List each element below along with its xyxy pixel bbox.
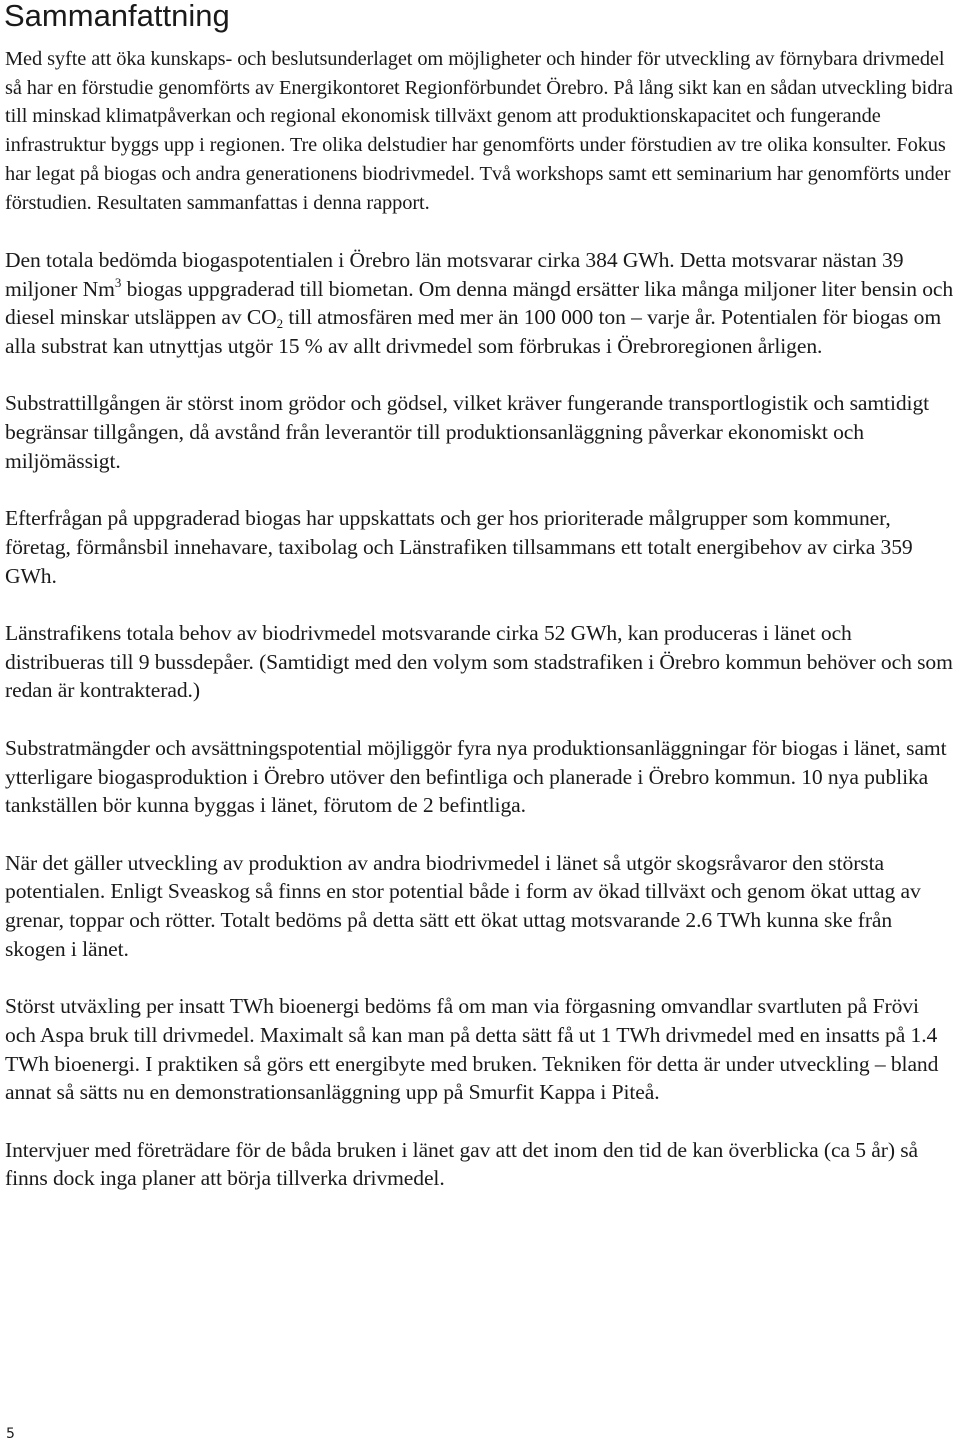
paragraph-forest-resources: När det gäller utveckling av produktion av andra biodrivmedel i länet så utgör skogsråvaror den största potentialen. Enligt Sveaskog så finns en stor potential både i form av ökad tillväxt och genom ökat uttag av grenar, toppar och rötter. Totalt bedöms på detta sätt ett ökat uttag motsvarande 2.6 TWh kunna ske från skogen i länet. <box>5 850 921 961</box>
paragraph-biogas-potential-part-b: biogas uppgraderad till biometan. Om denna mängd ersätter lika många miljoner liter bensin och diesel minskar utsläppen av CO <box>5 276 954 330</box>
paragraph-interviews: Intervjuer med företrädare för de båda bruken i länet gav att det inom den tid de kan överblicka (ca 5 år) så finns dock inga planer att börja tillverka drivmedel. <box>5 1137 919 1191</box>
paragraph-biogas-potential <box>5 246 955 361</box>
paragraph-substrate: Substrattillgången är störst inom grödor och gödsel, vilket kräver fungerande transportlogistik och samtidigt begränsar tillgången, då avstånd från leverantör till produktionsanläggning påverkar ekonomiskt och miljömässigt. <box>5 391 930 473</box>
subscript-2: 2 <box>276 316 284 332</box>
page-heading: Sammanfattning <box>4 0 230 33</box>
paragraph-biogas-potential-part-c: till atmosfären med mer än 100 000 ton – varje år. Potentialen för biogas om alla substrat kan utnyttjas utgör 15 % av allt drivmedel som förbrukas i Örebroregionen årligen. <box>5 305 942 359</box>
page-number: 5 <box>6 1426 15 1442</box>
paragraph-intro: Med syfte att öka kunskaps- och beslutsunderlaget om möjligheter och hinder för utveckling av förnybara drivmedel så har en förstudie genomförts av Energikontoret Regionförbundet Örebro. På lång sikt kan en sådan utveckling bidra till minskad klimatpåverkan och regional ekonomisk tillväxt genom att produktionskapacitet och fungerande infrastruktur byggs upp i regionen. Tre olika delstudier har genomförts under förstudien av tre olika konsulter. Fokus har legat på biogas och andra generationens biodrivmedel. Två workshops samt ett seminarium har genomförts under förstudien. Resultaten sammanfattas i denna rapport. <box>5 48 953 214</box>
superscript-3: 3 <box>114 274 122 290</box>
summary-body <box>5 45 955 1222</box>
paragraph-biogas-potential-part-a: Den totala bedömda biogaspotentialen i Örebro län motsvarar cirka 384 GWh. Detta motsvarar nästan 39 miljoner Nm <box>5 247 904 301</box>
paragraph-lanstrafiken: Länstrafikens totala behov av biodrivmedel motsvarande cirka 52 GWh, kan produceras i länet och distribueras till 9 bussdepåer. (Samtidigt med den volym som stadstrafiken i Örebro kommun behöver och som redan är kontrakterad.) <box>5 621 953 703</box>
paragraph-production-plants: Substratmängder och avsättningspotential möjliggör fyra nya produktionsanläggningar för biogas i länet, samt ytterligare biogasproduktion i Örebro utöver den befintliga och planerade i Örebro kommun. 10 nya publika tankställen bör kunna byggas i länet, förutom de 2 befintliga. <box>5 735 947 818</box>
paragraph-demand: Efterfrågan på uppgraderad biogas har uppskattats och ger hos prioriterade målgrupper som kommuner, företag, förmånsbil innehavare, taxibolag och Länstrafiken tillsammans ett totalt energibehov av cirka 359 GWh. <box>5 506 913 588</box>
paragraph-gasification: Störst utväxling per insatt TWh bioenergi bedöms få om man via förgasning omvandlar svartluten på Frövi och Aspa bruk till drivmedel. Maximalt så kan man på detta sätt få ut 1 TWh drivmedel med en insatts på 1.4 TWh bioenergi. I praktiken så görs ett energibyte med bruken. Tekniken för detta är under utveckling – bland annat så sätts nu en demonstrationsanläggning upp på Smurfit Kappa i Piteå. <box>5 994 939 1105</box>
